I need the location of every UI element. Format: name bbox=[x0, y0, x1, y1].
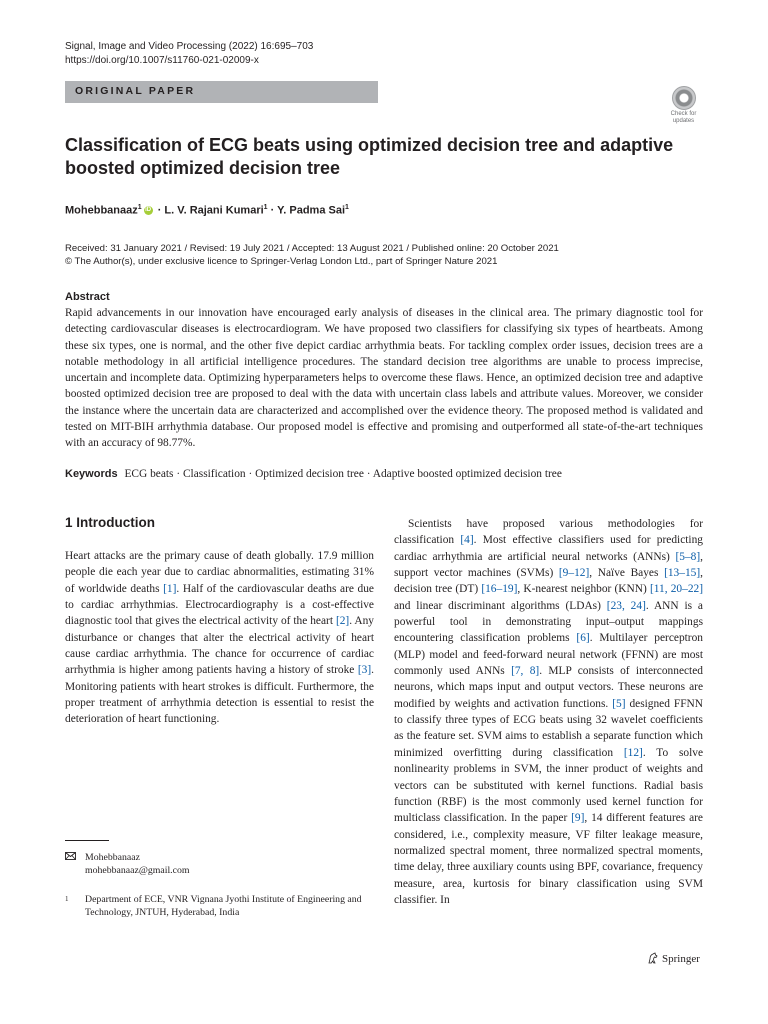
keywords-list: ECG beats · Classification · Optimized decision tree · Adaptive boosted optimized decision tree bbox=[124, 468, 562, 480]
citation-link[interactable]: [5] bbox=[612, 697, 626, 710]
section-label: ORIGINAL PAPER bbox=[75, 85, 196, 97]
corresponding-author-email[interactable]: mohebbanaaz@gmail.com bbox=[85, 865, 190, 876]
body-text: designed FFNN to classify three types of ECG beats using 32 wavelet coefficients as the feature set. SVM aims to establish a separate function which minimized overfitting during classification bbox=[394, 697, 703, 759]
orcid-icon[interactable]: iD bbox=[145, 207, 152, 214]
body-text: . Monitoring patients with heart strokes is difficult. Furthermore, the proper treatment of arrhythmia detection is essential to resist the deterioration of heart functioning. bbox=[65, 664, 374, 726]
body-text: . ANN is a powerful tool in demonstrating input–output mappings encountering classification problems bbox=[394, 599, 703, 645]
springer-label: Springer bbox=[662, 952, 700, 965]
citation-link[interactable]: [7, 8] bbox=[511, 665, 540, 678]
footnote-divider bbox=[65, 840, 109, 841]
citation-link[interactable]: [1] bbox=[163, 582, 177, 595]
affiliation-number: 1 bbox=[65, 895, 69, 903]
author-affiliation-mark: 1 bbox=[263, 204, 268, 211]
body-text: and linear discriminant algorithms (LDAs) bbox=[394, 599, 607, 612]
affiliation-text: Department of ECE, VNR Vignana Jyothi Institute of Engineering and Technology, JNTUH, Hyderabad, India bbox=[85, 894, 362, 918]
citation-link[interactable]: [11, 20–22] bbox=[649, 583, 704, 596]
citation-link[interactable]: [3] bbox=[357, 664, 372, 677]
author-name: Y. Padma Sai bbox=[277, 204, 346, 217]
publisher-mark bbox=[647, 952, 700, 965]
author-affiliation-mark: 1 bbox=[137, 204, 142, 211]
author-name: Mohebbanaaz bbox=[65, 204, 138, 217]
citation-link[interactable]: [9] bbox=[571, 812, 585, 825]
journal-citation: Signal, Image and Video Processing (2022) 16:695–703 bbox=[65, 41, 314, 52]
author-affiliation-mark: 1 bbox=[345, 204, 349, 211]
citation-link[interactable]: [12] bbox=[623, 746, 643, 759]
abstract-heading: Abstract bbox=[65, 291, 110, 303]
section-label-bar bbox=[65, 81, 378, 103]
right-column-paragraph bbox=[394, 516, 703, 908]
section-heading-introduction: 1 Introduction bbox=[65, 515, 155, 530]
license-notice: © The Author(s), under exclusive licence to Springer-Verlag London Ltd., part of Springer Nature 2021 bbox=[65, 256, 498, 267]
envelope-icon bbox=[65, 851, 77, 864]
body-text: . To solve nonlinearity problems in SVM, the inner product of weights and vectors can be substituted with kernel functions. Radial basis function (RBF) is the most commonly used kernel function for multiclass classification. In the paper bbox=[394, 746, 703, 825]
citation-link[interactable]: [16–19] bbox=[481, 583, 518, 596]
abstract-text: Rapid advancements in our innovation have encouraged early analysis of diseases in the clinical area. The primary diagnostic tool for detecting cardiovascular diseases is electrocardiogram. We have proposed two classifiers for classifying six types of heartbeats. Among these six types, one is normal, and the other five depict cardiac arrhythmia beats. For tackling complex order issues, decision trees are a notable methodology in all artificial intelligence procedures. The standard decision tree algorithms are unable to process imprecise, uncertain and incomplete data. Optimizing hyperparameters helps to overcome these flaws. Hence, an optimized decision tree and adaptive boosted optimized decision tree are proposed to deal with the data with uncertain class labels and attribute values. Moreover, we consider the instance where the uncertain data are characterized and accomplished over the evidence theory. The proposed method is validated and tested on MIT-BIH arrhythmia database. Our proposed model is effective and promising and outperformed all state-of-the-art techniques with an accuracy of 98.77%. bbox=[65, 307, 703, 450]
footnote bbox=[65, 851, 374, 919]
check-for-updates-badge[interactable] bbox=[665, 86, 702, 124]
body-text: , decision tree (DT) bbox=[394, 567, 703, 596]
body-text: . Any disturbance or changes that alter the electrical activity of heart cause cardiac arrhythmia. The chance for occurrence of cardiac arrhythmia is higher among patients having a history of stroke bbox=[65, 615, 374, 677]
paper-title: Classification of ECG beats using optimized decision tree and adaptive boosted optimized decision tree bbox=[65, 135, 674, 178]
check-updates-line1: Check for bbox=[670, 111, 697, 117]
affiliation bbox=[65, 893, 374, 919]
body-text: , Naïve Bayes bbox=[589, 567, 665, 580]
body-text: , 14 different features are considered, i.e., complexity measure, VF filter leakage measure, normalized spectral moment, three normalized spectral moments, time delay, three auxiliary counts using BPF, covariance, frequency measure, area, kurtosis for binary classification using SVM classifier. In bbox=[394, 812, 703, 906]
check-for-updates-icon bbox=[672, 86, 696, 110]
corresponding-author-name: Mohebbanaaz bbox=[85, 852, 140, 863]
citation-link[interactable]: [13–15] bbox=[664, 567, 701, 580]
body-text: Scientists have proposed various methodologies for classification bbox=[394, 518, 703, 547]
citation-link[interactable]: [9–12] bbox=[558, 567, 590, 580]
keywords bbox=[65, 468, 562, 480]
body-text: . Most effective classifiers used for predicting cardiac arrhythmia are artificial neural networks (ANNs) bbox=[394, 534, 703, 563]
body-text: , K-nearest neighbor (KNN) bbox=[517, 583, 650, 596]
body-text: , support vector machines (SVMs) bbox=[394, 550, 703, 580]
author-separator: · bbox=[267, 204, 278, 217]
citation-link[interactable]: [4] bbox=[460, 534, 474, 547]
keywords-heading: Keywords bbox=[65, 468, 118, 480]
publication-dates: Received: 31 January 2021 / Revised: 19 July 2021 / Accepted: 13 August 2021 / Published online: 20 October 2021 bbox=[65, 243, 559, 254]
corresponding-author bbox=[65, 851, 374, 864]
introduction-paragraph bbox=[65, 548, 374, 728]
author-separator: · bbox=[154, 204, 165, 217]
body-text: . Multilayer perceptron (MLP) model and feed-forward neural network (FFNN) are most commonly used ANNs bbox=[394, 632, 703, 678]
author-list bbox=[65, 204, 349, 217]
citation-link[interactable]: [6] bbox=[576, 632, 590, 645]
citation-link[interactable]: [5–8] bbox=[675, 550, 701, 563]
citation-link[interactable]: [23, 24] bbox=[606, 599, 646, 612]
author-name: L. V. Rajani Kumari bbox=[164, 204, 264, 217]
citation-link[interactable]: [2] bbox=[335, 615, 350, 628]
body-text: Heart attacks are the primary cause of death globally. 17.9 million people die each year due to cardiac abnormalities, estimating 31% of worldwide deaths bbox=[65, 550, 374, 595]
body-text: . Half of the cardiovascular deaths are due to cardiac arrhythmias. Electrocardiography is a cost-effective diagnostic tool that gives the electrical activity of the heart bbox=[65, 582, 374, 628]
doi-link[interactable]: https://doi.org/10.1007/s11760-021-02009-x bbox=[65, 55, 259, 66]
body-text: . MLP consists of interconnected neurons, which maps input and output vectors. These neurons are modified by weights and activation functions. bbox=[394, 665, 703, 710]
springer-horse-icon bbox=[647, 952, 659, 965]
check-updates-line2: updates bbox=[672, 117, 695, 124]
